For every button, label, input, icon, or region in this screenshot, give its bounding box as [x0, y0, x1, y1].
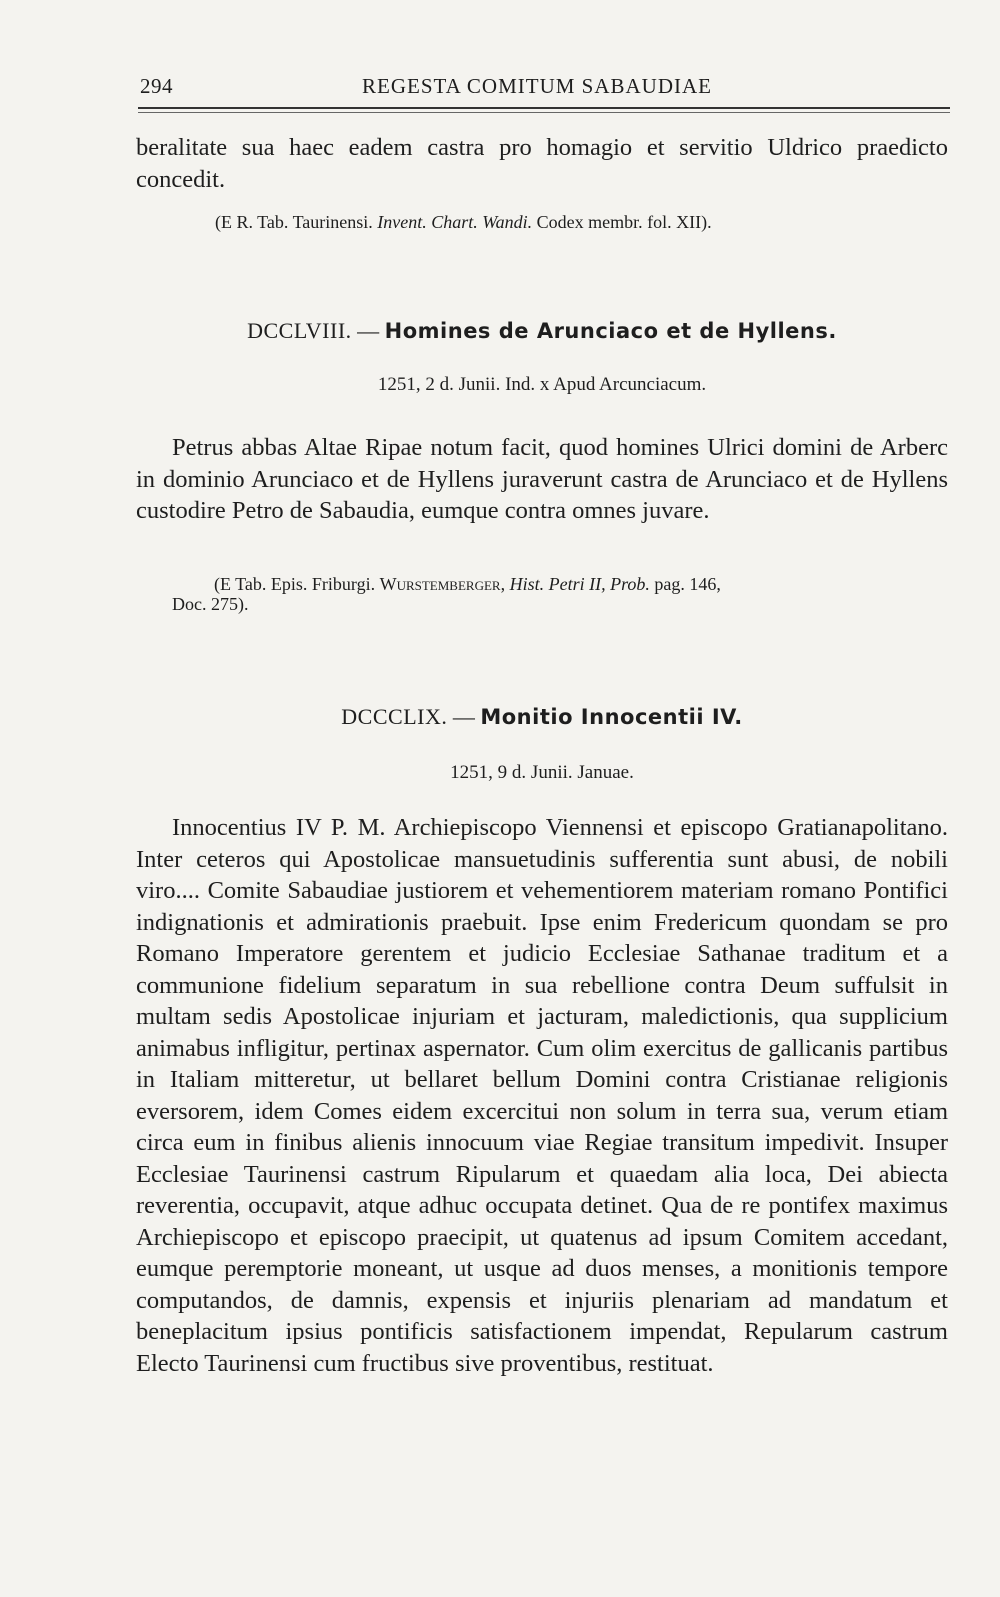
doc-758-source-italic: Hist. Petri II, Prob.	[505, 574, 650, 594]
doc-759-title: Monitio Innocentii IV.	[480, 705, 743, 729]
intro-source	[215, 212, 948, 232]
running-head	[140, 70, 950, 100]
doc-759-dash: —	[452, 704, 475, 729]
doc-759-date: 1251, 9 d. Junii. Januae.	[450, 762, 634, 783]
doc-758-source-author: Wurstemberger,	[379, 574, 506, 594]
page-number: 294	[140, 74, 173, 98]
intro-source-before: (E R. Tab. Taurinensi.	[215, 212, 378, 232]
doc-758-source-before: (E Tab. Epis. Friburgi.	[214, 574, 380, 594]
doc-759-heading	[136, 704, 948, 730]
doc-758-date-block	[136, 374, 948, 396]
doc-758-source-block	[172, 574, 948, 614]
intro-source-italic: Invent. Chart. Wandi.	[377, 212, 533, 232]
doc-758-text: Petrus abbas Altae Ripae notum facit, quod homines Ulrici domini de Arberc in dominio Arunciaco et de Hyllens juraverunt castra de Arunciaco et de Hyllens custodire Petro de Sabaudia, eumque contra omnes juvare.	[136, 434, 948, 524]
doc-758-heading-block	[136, 318, 948, 344]
doc-759-text: Innocentius IV P. M. Archiepiscopo Viennensi et episcopo Gratianapolitano. Inter ceteros qui Apostolicae mansuetudinis sufferentia sunt abusi, de nobili viro.... Comite Sabaudiae justiorem et vehementiorem materiam romano Pontifici indignationis et admirationis praebuit. Ipse enim Fredericum quondam se pro Romano Imperatore gerentem et judicio Ecclesiae Sathanae traditum et a communione fidelium separatum in sua rebellione contra Deum suffulsit in multam sedis Apostolicae injuriam et jacturam, maledictionis, qua supplicium animabus infligitur, pertinax aspernator. Cum olim exercitus de gallicanis partibus in Italiam mitteretur, ut bellaret bellum Domini contra Cristianae religionis eversorem, idem Comes eidem excercitui non solum in terra sua, verum etiam circa eum in finibus alienis innocuum viae Regiae transitum impedivit. Insuper Ecclesiae Taurinensi castrum Ripularum et quaedam alia loca, Dei abiecta reverentia, occupavit, atque adhuc occupata detinet. Qua de re pontifex maximus Archiepiscopo et episcopo praecipit, ut quatenus ad ipsum Comitem accedant, eumque peremptorie moneant, ut usque ad duos menses, a monitionis tempore computandos, de damnis, expensis et injuriis plenariam ad mandatum et beneplacitum ipsius pontificis satisfactionem impendat, Repularum castrum Electo Taurinensi cum fructibus sive proventibus, restituat.	[136, 814, 948, 1377]
doc-758-dash: —	[357, 318, 380, 343]
intro-source-after: Codex membr. fol. XII).	[532, 212, 712, 232]
doc-758-source	[172, 574, 948, 594]
intro-source-note	[215, 212, 948, 232]
doc-758-source-line2: Doc. 275).	[172, 594, 249, 614]
running-title: REGESTA COMITUM SABAUDIAE	[362, 74, 712, 98]
doc-759-text-block	[136, 812, 948, 1379]
doc-758-date: 1251, 2 d. Junii. Ind. x Apud Arcunciacum.	[377, 374, 707, 395]
doc-758-text-block	[136, 432, 948, 527]
doc-758-source-after: pag. 146,	[649, 574, 721, 594]
doc-759-heading-block	[136, 704, 948, 730]
doc-759-date-block	[136, 762, 948, 784]
doc-758-title: Homines de Arunciaco et de Hyllens.	[384, 319, 837, 343]
doc-759-number: DCCCLIX.	[341, 704, 448, 729]
doc-758-number: DCCLVIII.	[247, 318, 352, 343]
doc-758-heading	[136, 318, 948, 344]
intro-section	[136, 132, 948, 195]
header-rule	[138, 107, 950, 109]
intro-paragraph: beralitate sua haec eadem castra pro homagio et servitio Uldrico praedicto concedit.	[136, 134, 948, 193]
header-rule-thin	[138, 112, 950, 113]
